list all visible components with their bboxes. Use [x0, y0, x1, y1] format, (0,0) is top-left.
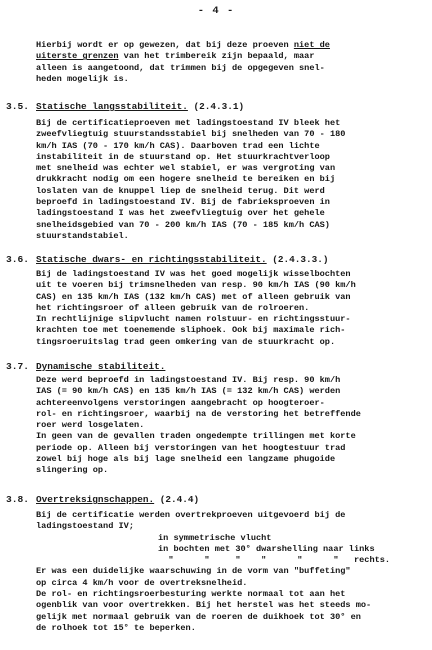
section-title: Overtreksignschappen.: [36, 494, 155, 505]
section-body: [36, 118, 422, 242]
body-line: gelijk met normaal gebruik van de roeren de duikhoek tot 30° en: [36, 611, 361, 622]
body-line: krachten toe met toenemende sliphoek. Ook bij maximale rich-: [36, 325, 346, 336]
body-line: stuurstandstabiel.: [36, 230, 129, 241]
intro-text: Hierbij wordt er op gewezen, dat bij deze proeven: [36, 40, 294, 50]
intro-text: van het trimbereik zijn bepaald, maar: [118, 51, 315, 62]
section-number: 3.8.: [6, 494, 30, 505]
body-line: zowel bij hoge als bij lage snelheid een langzame phugoide: [36, 454, 336, 465]
section-heading: [36, 361, 165, 373]
section-title: Statische dwars- en richtingsstabiliteit.: [36, 254, 267, 265]
section-number: 3.6.: [6, 254, 30, 265]
body-line: op circa 4 km/h voor de overtreksnelheid.: [36, 577, 248, 588]
body-line: met snelheid was echter wel stabiel, er was vergroting van: [36, 163, 336, 174]
body-line: uit te voeren bij trimsnelheden van resp. 90 km/h IAS (90 km/h: [36, 280, 356, 291]
section-number: 3.7.: [6, 361, 30, 372]
intro-underlined-text: uiterste grenzen: [36, 51, 119, 62]
intro-underlined-text: niet de: [293, 40, 330, 50]
body-line: tingsroeruitslag trad geen omkering van de stuurkracht op.: [36, 336, 336, 347]
section-body: [36, 269, 422, 348]
body-line: Bij de certificatieproeven met ladingstoestand IV bleek het: [36, 118, 341, 128]
section-ref: (2.4.3.1): [187, 101, 245, 112]
body-line-indented: in bochten met 30° dwarshelling naar links: [158, 543, 375, 554]
body-line-indented: in symmetrische vlucht: [158, 532, 272, 543]
section-heading: [36, 494, 199, 506]
body-line: roer werd losgelaten.: [36, 420, 145, 431]
body-line: loslaten van de knuppel liep de snelheid terug. Dit werd: [36, 185, 325, 196]
body-line: km/h IAS (70 - 170 km/h CAS). Daarboven trad een lichte: [36, 140, 320, 151]
page-number: - 4 -: [197, 5, 235, 17]
section-body: [36, 375, 422, 477]
body-line: De rol- en richtingsroerbesturing werkte normaal tot aan het: [36, 589, 346, 600]
body-line-indented: " " " " " " rechts.: [158, 555, 391, 566]
body-line: ladingstoestand IV;: [36, 521, 134, 532]
body-line: ladingstoestand I was het zweefvliegtuig over het gehele: [36, 208, 325, 219]
intro-line: alleen is aangetoond, dat trimmen bij de opgegeven snel-: [36, 62, 325, 73]
intro-line: [36, 40, 422, 51]
section-ref: (2.4.4): [154, 494, 200, 505]
body-line: periode op. Alleen bij verstoringen van het hoogtestuur trad: [36, 442, 346, 453]
section-ref: (2.4.3.3.): [266, 254, 329, 265]
body-line: snelheidsgebied van 70 - 200 km/h IAS (70 - 185 km/h CAS): [36, 219, 330, 230]
body-line: instabiliteit in de stuurstand op. Het stuurkrachtverloop: [36, 151, 330, 162]
section-title: Dynamische stabiliteit.: [36, 361, 166, 372]
body-line: zweefvliegtuig stuurstandsstabiel bij snelheden van 70 - 180: [36, 129, 346, 140]
intro-paragraph: [36, 40, 422, 85]
intro-line: [36, 51, 422, 62]
body-line: In geen van de gevallen traden ongedempte trillingen met korte: [36, 431, 356, 442]
body-line: beproefd in ladingstoestand IV. Bij de fabrieksproeven in: [36, 197, 330, 208]
section-heading: [36, 254, 329, 266]
body-line: drukkracht nodig om een hogere snelheid te bereiken en bij: [36, 174, 336, 185]
section-title: Statische langsstabiliteit.: [36, 101, 188, 112]
intro-line: heden mogelijk is.: [36, 73, 129, 84]
section-body: [36, 510, 422, 634]
body-line: Bij de certificatie werden overtrekproeven uitgevoerd bij de: [36, 510, 346, 520]
section-number: 3.5.: [6, 101, 30, 112]
body-line: Deze werd beproefd in ladingstoestand IV. Bij resp. 90 km/h: [36, 375, 341, 385]
body-line: ogenblik van voor overtrekken. Bij het herstel was het steeds mo-: [36, 600, 372, 611]
body-line: slingering op.: [36, 465, 109, 476]
body-line: achtereenvolgens verstoringen aangebracht op hoogteroer-: [36, 397, 325, 408]
section-heading: [36, 101, 244, 113]
body-line: Er was een duidelijke waarschuwing in de vorm van "buffeting": [36, 566, 351, 577]
body-line: IAS (= 90 km/h CAS) en 135 km/h IAS (= 132 km/h CAS) werden: [36, 386, 341, 397]
body-line: CAS) en 135 km/h IAS (132 km/h CAS) met of alleen gebruik van: [36, 291, 351, 302]
body-line: In rechtlijnige slipvlucht namen rolstuur- en richtingsstuur-: [36, 314, 351, 325]
body-line: het richtingsroer of alleen gebruik van de rolroeren.: [36, 302, 310, 313]
body-line: Bij de ladingstoestand IV was het goed mogelijk wisselbochten: [36, 269, 351, 279]
body-line: de rolhoek tot 15° te beperken.: [36, 622, 196, 633]
body-line: rol- en richtingsroer, waarbij na de verstoring het betreffende: [36, 408, 361, 419]
